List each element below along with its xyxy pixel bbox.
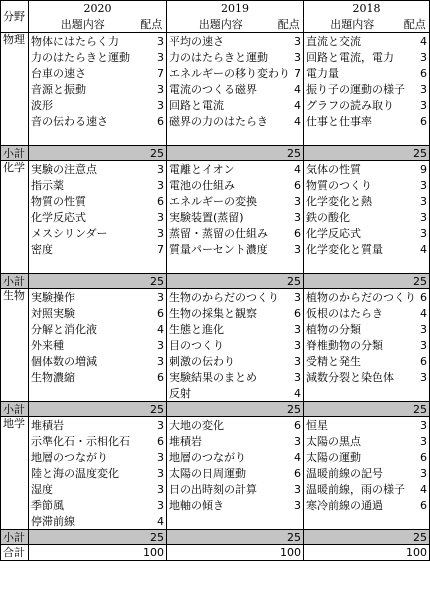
year-header-2020: 2020 [29, 1, 167, 17]
score-cell: 6 [401, 289, 430, 306]
content-cell: 湿度 [31, 482, 53, 496]
content-cell: 生物のからだのつくり [169, 290, 279, 304]
score-cell: 6 [275, 225, 304, 241]
score-cell: 3 [137, 33, 167, 50]
total-spacer [29, 545, 137, 561]
table-row [1, 65, 430, 81]
table-row [1, 385, 430, 402]
score-cell: 7 [137, 241, 167, 257]
score-cell: 3 [137, 49, 167, 65]
score-cell: 6 [137, 433, 167, 449]
content-cell: 電池の仕組み [169, 178, 235, 192]
score-cell: 3 [401, 337, 430, 353]
content-cell: 個体数の増減 [31, 354, 97, 368]
subtotal-label: 小計 [1, 146, 29, 161]
score-cell: 6 [137, 113, 167, 129]
score-cell: 3 [137, 353, 167, 369]
score-cell: 3 [137, 417, 167, 434]
score-cell [137, 257, 167, 274]
score-cell: 6 [275, 465, 304, 481]
content-cell: 物質のつくり [306, 178, 372, 192]
subtotal-spacer [304, 530, 401, 545]
content-cell: 大地の変化 [169, 418, 224, 432]
content-cell: 質量パーセント濃度 [169, 242, 268, 256]
table-row [1, 289, 430, 306]
column-header-row [1, 16, 430, 33]
table-row [1, 417, 430, 434]
score-cell [401, 257, 430, 274]
table-row [1, 225, 430, 241]
content-cell [29, 385, 137, 402]
score-cell: 6 [275, 417, 304, 434]
content-cell: 実験操作 [31, 290, 75, 304]
score-cell [275, 513, 304, 530]
score-cell: 6 [275, 305, 304, 321]
score-cell: 3 [401, 321, 430, 337]
table-body [1, 33, 430, 561]
subtotal-spacer [304, 402, 401, 417]
content-cell: 日の出時刻の計算 [169, 482, 257, 496]
score-cell: 3 [275, 337, 304, 353]
score-cell: 3 [401, 209, 430, 225]
content-cell: 堆積岩 [169, 434, 202, 448]
table-row [1, 449, 430, 465]
score-cell: 9 [401, 161, 430, 178]
score-cell: 3 [401, 225, 430, 241]
score-cell: 6 [137, 193, 167, 209]
subtotal-spacer [304, 274, 401, 289]
content-cell: 実験装置(蒸留) [169, 210, 244, 224]
content-cell: 化学変化と熱 [306, 194, 372, 208]
content-cell: 力のはたらきと運動 [31, 50, 130, 64]
score-cell: 3 [275, 369, 304, 385]
content-cell: 生態と進化 [169, 322, 224, 336]
content-cell [304, 257, 401, 274]
content-header: 出題内容 [167, 16, 275, 33]
subtotal-score: 25 [137, 402, 167, 417]
table-row [1, 257, 430, 274]
subtotal-score: 25 [401, 402, 430, 417]
score-cell [401, 385, 430, 402]
score-cell: 3 [137, 81, 167, 97]
content-cell: 磁界の力のはたらき [169, 114, 268, 128]
subtotal-score: 25 [401, 530, 430, 545]
content-header: 出題内容 [29, 16, 137, 33]
score-cell: 4 [137, 321, 167, 337]
score-cell: 3 [137, 481, 167, 497]
content-cell: 実験の注意点 [31, 162, 97, 176]
score-cell: 3 [401, 433, 430, 449]
table-row [1, 209, 430, 225]
content-cell: 地層のつながり [31, 450, 108, 464]
subtotal-spacer [29, 402, 137, 417]
total-spacer [167, 545, 275, 561]
score-cell: 3 [137, 225, 167, 241]
content-cell [304, 385, 401, 402]
score-cell: 4 [401, 241, 430, 257]
total-score: 100 [401, 545, 430, 561]
subtotal-spacer [167, 146, 275, 161]
score-cell: 3 [275, 353, 304, 369]
content-cell: 刺激の伝わり [169, 354, 235, 368]
content-cell: 波形 [31, 98, 53, 112]
subtotal-score: 25 [275, 274, 304, 289]
subtotal-spacer [167, 402, 275, 417]
score-cell: 3 [275, 193, 304, 209]
content-cell: 太陽の運動 [306, 450, 361, 464]
score-cell: 3 [275, 321, 304, 337]
score-cell: 3 [275, 209, 304, 225]
score-cell: 3 [275, 481, 304, 497]
subtotal-spacer [29, 146, 137, 161]
content-cell [167, 513, 275, 530]
score-cell: 4 [275, 161, 304, 178]
content-cell: 生物濃縮 [31, 370, 75, 384]
score-cell [401, 513, 430, 530]
total-spacer [304, 545, 401, 561]
score-cell: 4 [275, 97, 304, 113]
content-cell: 化学反応式 [306, 226, 361, 240]
total-score: 100 [275, 545, 304, 561]
subtotal-row [1, 274, 430, 289]
score-cell: 3 [137, 465, 167, 481]
content-cell: メスシリンダー [31, 226, 108, 240]
content-cell: 音源と振動 [31, 82, 86, 96]
score-cell: 3 [137, 337, 167, 353]
score-cell: 3 [137, 209, 167, 225]
content-cell: 減数分裂と染色体 [306, 370, 394, 384]
content-cell: 温暖前線，雨の様子 [306, 482, 405, 496]
content-cell: 台車の速さ [31, 66, 86, 80]
subtotal-spacer [167, 274, 275, 289]
table-row [1, 369, 430, 385]
table-row [1, 177, 430, 193]
content-cell [29, 129, 137, 146]
subtotal-score: 25 [275, 402, 304, 417]
score-cell: 4 [275, 385, 304, 402]
content-cell [304, 513, 401, 530]
score-cell: 4 [401, 305, 430, 321]
subtotal-label: 小計 [1, 274, 29, 289]
content-cell: 季節風 [31, 498, 64, 512]
score-cell: 4 [275, 81, 304, 97]
content-cell: 密度 [31, 242, 53, 256]
content-cell: 停滞前線 [31, 514, 75, 528]
content-cell: 示準化石・示相化石 [31, 434, 130, 448]
score-cell: 3 [137, 161, 167, 178]
score-cell: 6 [401, 353, 430, 369]
total-row [1, 545, 430, 561]
subtotal-label: 小計 [1, 530, 29, 545]
subtotal-row [1, 402, 430, 417]
field-header: 分野 [1, 1, 29, 33]
content-cell [29, 257, 137, 274]
table-row [1, 81, 430, 97]
content-cell: 分解と消化液 [31, 322, 97, 336]
score-cell: 3 [401, 177, 430, 193]
score-cell: 3 [137, 449, 167, 465]
subtotal-score: 25 [275, 146, 304, 161]
subtotal-spacer [167, 530, 275, 545]
score-cell: 6 [137, 369, 167, 385]
content-cell: 太陽の黒点 [306, 434, 361, 448]
content-cell: 太陽の日周運動 [169, 466, 246, 480]
subtotal-score: 25 [275, 530, 304, 545]
score-cell: 4 [401, 481, 430, 497]
content-cell [167, 129, 275, 146]
content-cell: グラフの読み取り [306, 98, 394, 112]
score-header: 配点 [401, 16, 430, 33]
subtotal-spacer [29, 274, 137, 289]
content-cell: 外来種 [31, 338, 64, 352]
table-row [1, 241, 430, 257]
table-row [1, 321, 430, 337]
table-row [1, 513, 430, 530]
score-cell: 4 [137, 513, 167, 530]
table-row [1, 353, 430, 369]
content-cell [304, 129, 401, 146]
year-header-row [1, 1, 430, 17]
score-cell: 7 [137, 65, 167, 81]
score-cell: 3 [137, 497, 167, 513]
content-cell: エネルギーの変換 [169, 194, 257, 208]
score-cell [275, 129, 304, 146]
content-cell: 地層のつながり [169, 450, 246, 464]
table-row [1, 193, 430, 209]
content-cell: 堆積岩 [31, 418, 64, 432]
subtotal-spacer [304, 146, 401, 161]
score-cell: 3 [401, 193, 430, 209]
content-cell: 対照実験 [31, 306, 75, 320]
content-cell: 陸と海の温度変化 [31, 466, 119, 480]
score-cell [137, 129, 167, 146]
content-cell: 脊椎動物の分類 [306, 338, 383, 352]
score-cell: 3 [275, 497, 304, 513]
score-cell [137, 385, 167, 402]
score-cell: 3 [401, 97, 430, 113]
content-cell: エネルギーの移り変わり [169, 66, 290, 80]
subtotal-score: 25 [137, 274, 167, 289]
score-cell: 3 [401, 465, 430, 481]
content-cell: 平均の速さ [169, 34, 224, 48]
year-header-2018: 2018 [304, 1, 430, 17]
content-cell: 反射 [169, 386, 191, 400]
score-header: 配点 [275, 16, 304, 33]
content-cell: 化学変化と質量 [306, 242, 383, 256]
score-cell: 6 [275, 177, 304, 193]
year-header-2019: 2019 [167, 1, 304, 17]
content-cell: 鉄の酸化 [306, 210, 350, 224]
score-cell: 3 [275, 33, 304, 50]
field-label: 化学 [1, 161, 29, 274]
content-cell: 生物の採集と観察 [169, 306, 257, 320]
content-header: 出題内容 [304, 16, 401, 33]
content-cell: 仕事と仕事率 [306, 114, 372, 128]
content-cell: 力のはたらきと運動 [169, 50, 268, 64]
score-cell: 3 [137, 177, 167, 193]
total-score: 100 [137, 545, 167, 561]
total-label: 合計 [1, 545, 29, 561]
subtotal-score: 25 [137, 146, 167, 161]
content-cell: 回路と電流，電力 [306, 50, 394, 64]
content-cell: 回路と電流 [169, 98, 224, 112]
content-cell: 化学反応式 [31, 210, 86, 224]
score-cell: 3 [275, 433, 304, 449]
content-cell: 物体にはたらく力 [31, 34, 119, 48]
score-cell: 3 [401, 369, 430, 385]
score-cell: 6 [401, 65, 430, 81]
table-row [1, 49, 430, 65]
table-row [1, 97, 430, 113]
content-cell: 電力量 [306, 66, 339, 80]
content-cell: 植物の分類 [306, 322, 361, 336]
table-row [1, 433, 430, 449]
table-row [1, 33, 430, 50]
table-row [1, 337, 430, 353]
score-cell: 3 [401, 417, 430, 434]
content-cell: 指示薬 [31, 178, 64, 192]
content-cell: 蒸留・蒸留の仕組み [169, 226, 268, 240]
content-cell: 受精と発生 [306, 354, 361, 368]
table-row [1, 465, 430, 481]
content-cell: 恒星 [306, 418, 328, 432]
table-row [1, 497, 430, 513]
content-cell: 仮根のはたらき [306, 306, 383, 320]
subtotal-row [1, 530, 430, 545]
content-cell: 直流と交流 [306, 34, 361, 48]
table-row [1, 129, 430, 146]
score-cell: 3 [137, 289, 167, 306]
content-cell: 電離とイオン [169, 162, 235, 176]
field-label: 地学 [1, 417, 29, 530]
score-cell: 4 [401, 33, 430, 50]
score-cell: 4 [275, 113, 304, 129]
subtotal-score: 25 [401, 274, 430, 289]
score-cell: 3 [275, 289, 304, 306]
content-cell: 植物のからだのつくり [306, 290, 416, 304]
content-cell: 電流のつくる磁界 [169, 82, 257, 96]
score-cell: 7 [275, 65, 304, 81]
score-cell: 3 [275, 241, 304, 257]
subtotal-score: 25 [137, 530, 167, 545]
content-cell: 物質の性質 [31, 194, 86, 208]
content-cell: 音の伝わる速さ [31, 114, 108, 128]
content-cell: 寒冷前線の通過 [306, 498, 383, 512]
table-row [1, 113, 430, 129]
content-cell: 振り子の運動の様子 [306, 82, 405, 96]
content-cell: 実験結果のまとめ [169, 370, 257, 384]
field-label: 物理 [1, 33, 29, 146]
subtotal-spacer [29, 530, 137, 545]
table-row [1, 305, 430, 321]
score-cell: 6 [401, 449, 430, 465]
content-cell: 地軸の傾き [169, 498, 224, 512]
subtotal-score: 25 [401, 146, 430, 161]
table-row [1, 161, 430, 178]
score-cell: 6 [401, 113, 430, 129]
content-cell [167, 257, 275, 274]
content-cell: 気体の性質 [306, 162, 361, 176]
score-cell: 6 [137, 305, 167, 321]
score-cell: 6 [401, 497, 430, 513]
score-cell: 3 [401, 49, 430, 65]
score-cell: 3 [137, 97, 167, 113]
score-cell: 3 [401, 81, 430, 97]
table-row [1, 481, 430, 497]
score-cell: 3 [275, 49, 304, 65]
subtotal-row [1, 146, 430, 161]
content-cell: 温暖前線の記号 [306, 466, 383, 480]
content-cell: 目のつくり [169, 338, 224, 352]
score-header: 配点 [137, 16, 167, 33]
subtotal-label: 小計 [1, 402, 29, 417]
score-cell: 4 [275, 449, 304, 465]
score-cell [401, 129, 430, 146]
field-label: 生物 [1, 289, 29, 402]
score-cell [275, 257, 304, 274]
